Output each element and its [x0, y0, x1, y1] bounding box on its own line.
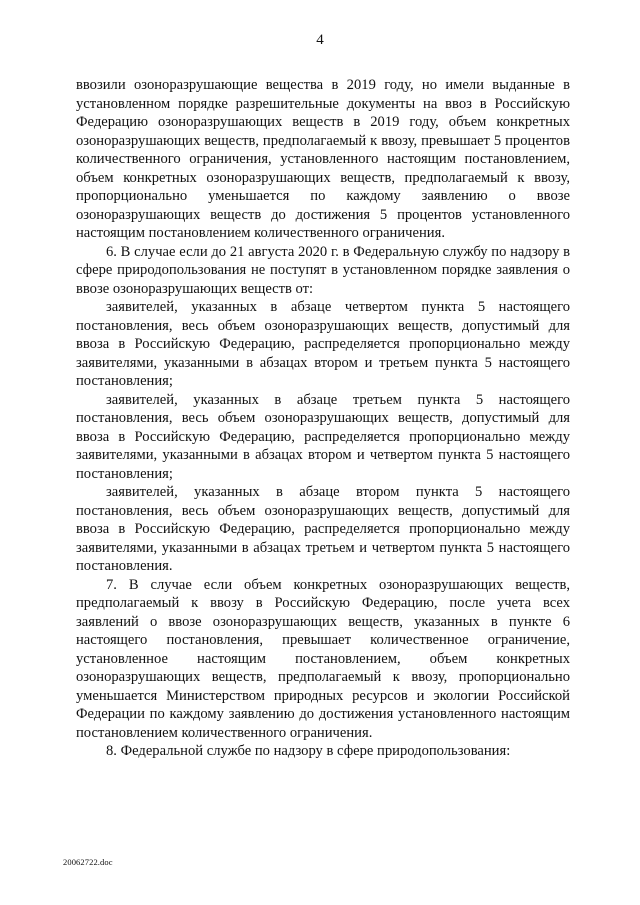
document-body: [76, 76, 570, 761]
paragraph-item-6: 6. В случае если до 21 августа 2020 г. в Федеральную службу по надзору в сфере природопользования не поступят в установленном порядке заявления о ввозе озоноразрушающих веществ от:: [76, 243, 570, 297]
paragraph-subitem-1: заявителей, указанных в абзаце четвертом пункта 5 настоящего постановления, весь объем озоноразрушающих веществ, допустимый для ввоза в Российскую Федерацию, распределяется пропорционально между заявителями, указанными в абзацах втором и третьем пункта 5 настоящего постановления;: [76, 299, 570, 389]
footer-filename: 20062722.doc: [63, 857, 113, 867]
paragraph-subitem-3: заявителей, указанных в абзаце втором пункта 5 настоящего постановления, весь объем озоноразрушающих веществ, допустимый для ввоза в Российскую Федерацию, распределяется пропорционально между заявителями, указанными в абзацах третьем и четвертом пункта 5 настоящего постановления.: [76, 484, 570, 574]
page-number: 4: [316, 32, 324, 48]
paragraph-item-7: 7. В случае если объем конкретных озоноразрушающих веществ, предполагаемый к ввозу в Российскую Федерацию, после учета всех заявлений о ввозе озоноразрушающих веществ, указанных в пункте 6 настоящего постановления, превышает количественное ограничение, установленное настоящим постановлением, объем конкретных озоноразрушающих веществ, предполагаемый к ввозу, пропорционально уменьшается Министерством природных ресурсов и экологии Российской Федерации по каждому заявлению до достижения установленного настоящим постановлением количественного ограничения.: [76, 576, 570, 741]
paragraph-item-8: 8. Федеральной службе по надзору в сфере природопользования:: [106, 743, 511, 759]
paragraph-continuation: ввозили озоноразрушающие вещества в 2019 году, но имели выданные в установленном порядке разрешительные документы на ввоз в Российскую Федерацию озоноразрушающих веществ в 2019 году, объем конкретных озоноразрушающих веществ, предполагаемый к ввозу, превышает 5 процентов количественного ограничения, установленного настоящим постановлением, объем конкретных озоноразрушающих веществ, предполагаемый к ввозу, пропорционально уменьшается по каждому заявлению о ввозе озоноразрушающих веществ до достижения 5 процентов установленного настоящим постановлением количественного ограничения.: [76, 77, 570, 241]
paragraph-subitem-2: заявителей, указанных в абзаце третьем пункта 5 настоящего постановления, весь объем озоноразрушающих веществ, допустимый для ввоза в Российскую Федерацию, распределяется пропорционально между заявителями, указанными в абзацах втором и четвертом пункта 5 настоящего постановления;: [76, 391, 570, 482]
